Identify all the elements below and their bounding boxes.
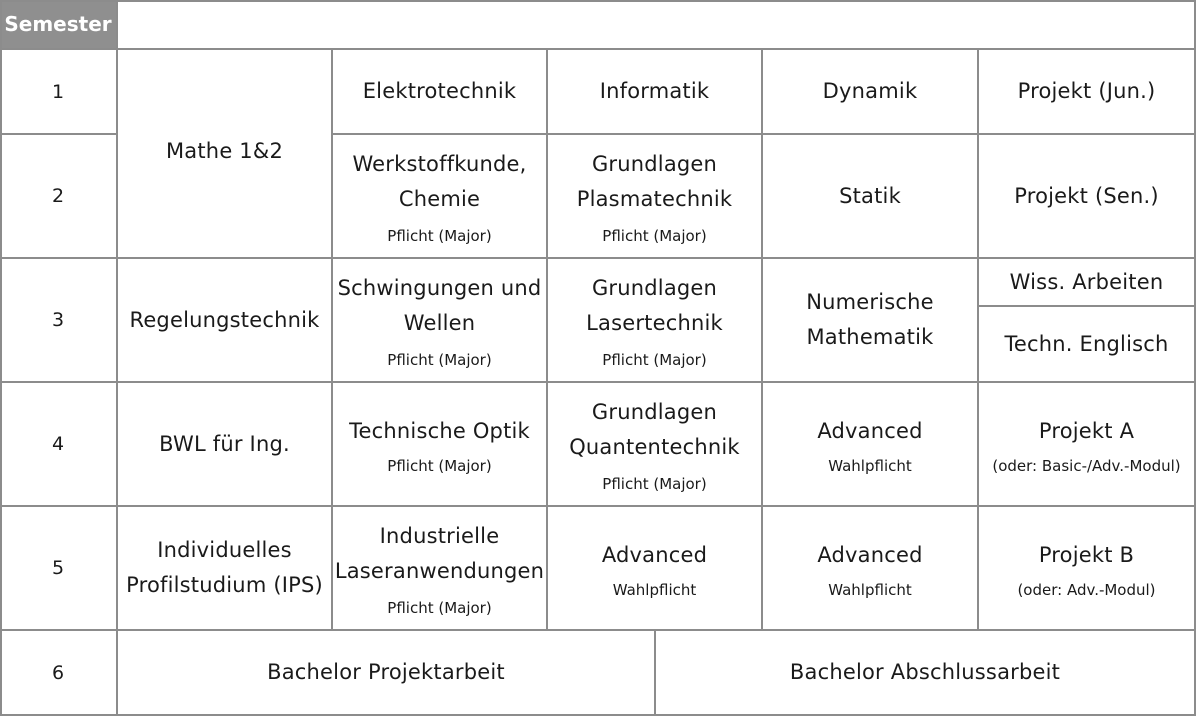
module-werkstoffkunde-line1: Werkstoffkunde, — [352, 152, 527, 176]
semester-5: 5 — [0, 507, 118, 631]
module-ips-line1: Individuelles — [157, 538, 292, 562]
semester-3: 3 — [0, 259, 118, 383]
module-lasertechnik — [548, 259, 763, 383]
module-mathe-label: Mathe 1&2 — [165, 139, 284, 163]
module-numerik-line2: Mathematik — [806, 325, 934, 349]
module-schwingungen — [333, 259, 548, 383]
module-industrielle-note: Pflicht (Major) — [387, 599, 492, 617]
module-advanced-sem4-label: Advanced — [817, 418, 923, 443]
module-wiss-arbeiten-label: Wiss. Arbeiten — [1009, 269, 1164, 294]
module-elektrotechnik — [333, 50, 548, 135]
module-projekt-a-note: (oder: Basic-/Adv.-Modul) — [992, 456, 1181, 475]
module-projekt-a-label: Projekt A — [1038, 418, 1135, 443]
module-advanced-sem5-b — [763, 507, 979, 631]
module-quantentechnik-line2: Quantentechnik — [569, 435, 740, 459]
module-advanced-sem5-b-note: Wahlpflicht — [828, 580, 912, 599]
module-advanced-sem5-a — [548, 507, 763, 631]
module-informatik-label: Informatik — [599, 79, 710, 103]
module-techn-englisch-label: Techn. Englisch — [1004, 331, 1169, 356]
module-techn-englisch — [979, 307, 1196, 383]
semester-1: 1 — [0, 50, 118, 135]
semester-4: 4 — [0, 383, 118, 507]
semester-2: 2 — [0, 135, 118, 259]
module-mathe — [118, 50, 333, 259]
module-schwingungen-line1: Schwingungen und — [337, 276, 542, 300]
module-projekt-a — [979, 383, 1196, 507]
module-technische-optik — [333, 383, 548, 507]
module-industrielle-line1: Industrielle — [379, 524, 500, 548]
module-elektrotechnik-label: Elektrotechnik — [362, 79, 517, 103]
module-projekt-sen-label: Projekt (Sen.) — [1014, 183, 1159, 208]
module-projekt-b-label: Projekt B — [1038, 542, 1135, 567]
module-werkstoffkunde-note: Pflicht (Major) — [387, 227, 492, 245]
module-quantentechnik-note: Pflicht (Major) — [602, 475, 707, 493]
module-plasmatechnik — [548, 135, 763, 259]
module-bachelor-abschlussarbeit — [656, 631, 1196, 716]
module-dynamik — [763, 50, 979, 135]
module-industrielle-laseranwendungen — [333, 507, 548, 631]
module-projekt-jun — [979, 50, 1196, 135]
module-industrielle-line2: Laseranwendungen — [334, 559, 545, 583]
module-projekt-jun-label: Projekt (Jun.) — [1017, 79, 1156, 103]
module-regelungstechnik-label: Regelungstechnik — [129, 307, 320, 332]
module-dynamik-label: Dynamik — [822, 79, 918, 103]
module-wiss-arbeiten — [979, 259, 1196, 307]
module-informatik — [548, 50, 763, 135]
module-bachelor-projektarbeit-label: Bachelor Projektarbeit — [267, 660, 505, 684]
module-werkstoffkunde — [333, 135, 548, 259]
module-ips-line2: Profilstudium (IPS) — [126, 573, 323, 597]
module-bwl-label: BWL für Ing. — [159, 431, 290, 456]
module-numerik-line1: Numerische — [806, 290, 934, 314]
module-bwl — [118, 383, 333, 507]
module-lasertechnik-note: Pflicht (Major) — [602, 351, 707, 369]
module-projekt-b — [979, 507, 1196, 631]
module-werkstoffkunde-line2: Chemie — [398, 187, 481, 211]
module-bachelor-projektarbeit — [118, 631, 656, 716]
module-bachelor-abschlussarbeit-label: Bachelor Abschlussarbeit — [789, 660, 1061, 684]
module-advanced-sem5-b-label: Advanced — [817, 542, 923, 567]
module-advanced-sem4-note: Wahlpflicht — [828, 456, 912, 475]
header-spacer — [118, 0, 1196, 50]
module-advanced-sem5-a-label: Advanced — [601, 542, 708, 567]
module-plasmatechnik-line2: Plasmatechnik — [576, 187, 733, 211]
module-lasertechnik-line2: Lasertechnik — [586, 311, 723, 335]
module-technische-optik-label: Technische Optik — [349, 418, 530, 443]
module-schwingungen-line2: Wellen — [403, 311, 476, 335]
semester-6: 6 — [0, 631, 118, 716]
module-advanced-sem5-a-note: Wahlpflicht — [612, 580, 697, 599]
module-schwingungen-note: Pflicht (Major) — [387, 351, 492, 369]
module-statik — [763, 135, 979, 259]
module-statik-label: Statik — [839, 183, 901, 208]
module-regelungstechnik — [118, 259, 333, 383]
module-projekt-b-note: (oder: Adv.-Modul) — [1017, 580, 1156, 599]
module-quantentechnik-line1: Grundlagen — [591, 400, 718, 424]
module-ips — [118, 507, 333, 631]
module-plasmatechnik-line1: Grundlagen — [591, 152, 718, 176]
semester-header: Semester — [0, 0, 118, 50]
module-plasmatechnik-note: Pflicht (Major) — [602, 227, 707, 245]
module-numerische-mathematik — [763, 259, 979, 383]
module-quantentechnik — [548, 383, 763, 507]
module-projekt-sen — [979, 135, 1196, 259]
module-advanced-sem4 — [763, 383, 979, 507]
module-lasertechnik-line1: Grundlagen — [591, 276, 718, 300]
module-technische-optik-note: Pflicht (Major) — [387, 456, 492, 475]
